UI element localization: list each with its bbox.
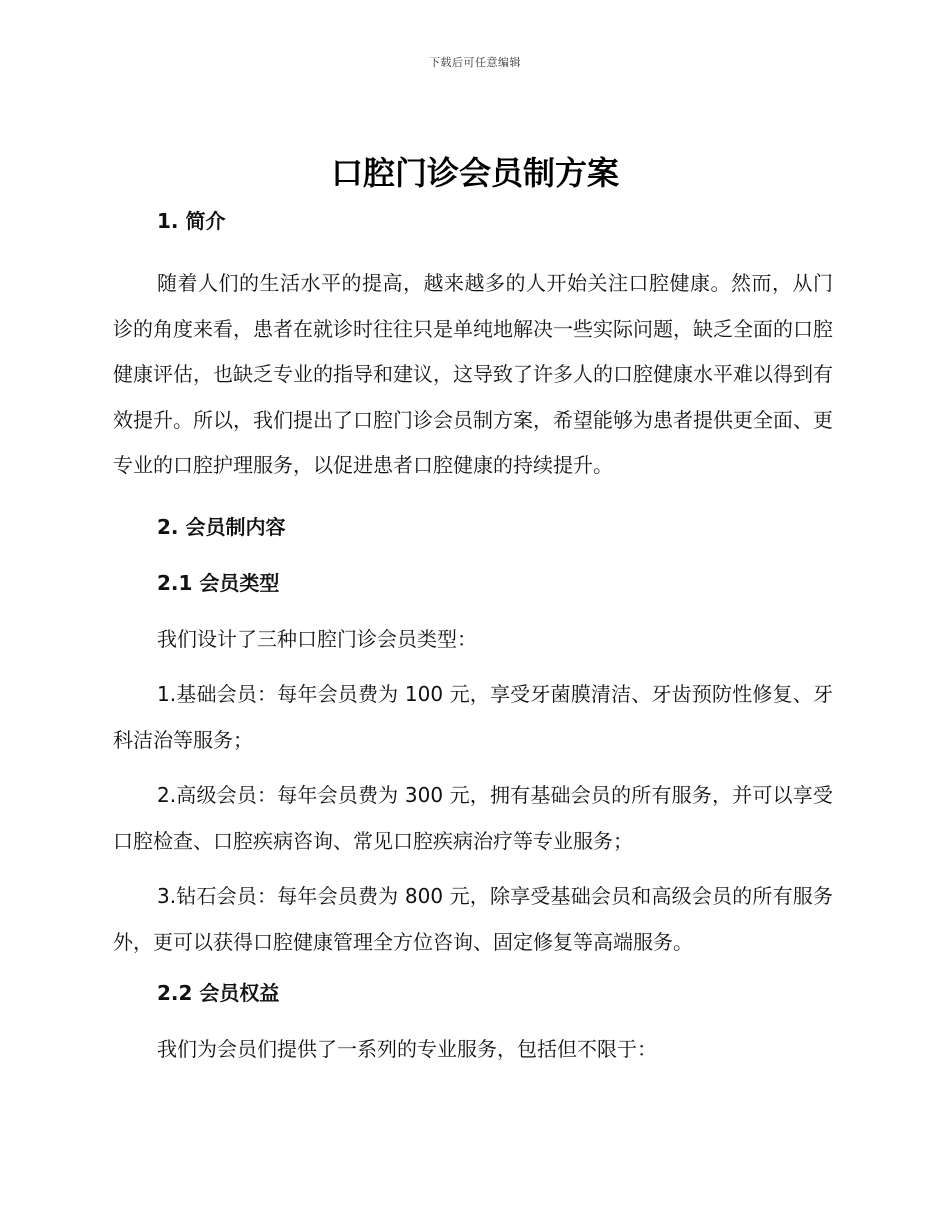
document-body	[113, 203, 833, 1073]
subsection-heading-member-benefits: 2.2 会员权益	[157, 981, 280, 1005]
intro-paragraph: 随着人们的生活水平的提高，越来越多的人开始关注口腔健康。然而，从门诊的角度来看，患者在就诊时往往只是单纯地解决一些实际问题，缺乏全面的口腔健康评估，也缺乏专业的指导和建议，这导致了许多人的口腔健康水平难以得到有效提升。所以，我们提出了口腔门诊会员制方案，希望能够为患者提供更全面、更专业的口腔护理服务，以促进患者口腔健康的持续提升。	[113, 271, 833, 477]
member-type-basic: 1.基础会员：每年会员费为 100 元，享受牙菌膜清洁、牙齿预防性修复、牙科洁治等服务；	[113, 682, 833, 752]
header-note: 下载后可任意编辑	[429, 56, 521, 69]
member-type-diamond: 3.钻石会员：每年会员费为 800 元，除享受基础会员和高级会员的所有服务外，更可以获得口腔健康管理全方位咨询、固定修复等高端服务。	[113, 884, 833, 954]
section-heading-membership: 2. 会员制内容	[157, 514, 286, 539]
page-title: 口腔门诊会员制方案	[330, 154, 619, 192]
member-types-intro: 我们设计了三种口腔门诊会员类型：	[157, 626, 477, 651]
member-type-advanced: 2.高级会员：每年会员费为 300 元，拥有基础会员的所有服务，并可以享受口腔检查、口腔疾病咨询、常见口腔疾病治疗等专业服务；	[113, 783, 833, 853]
subsection-heading-member-types: 2.1 会员类型	[157, 570, 280, 595]
section-heading-intro: 1. 简介	[157, 209, 226, 233]
member-benefits-intro: 我们为会员们提供了一系列的专业服务，包括但不限于：	[157, 1037, 657, 1061]
